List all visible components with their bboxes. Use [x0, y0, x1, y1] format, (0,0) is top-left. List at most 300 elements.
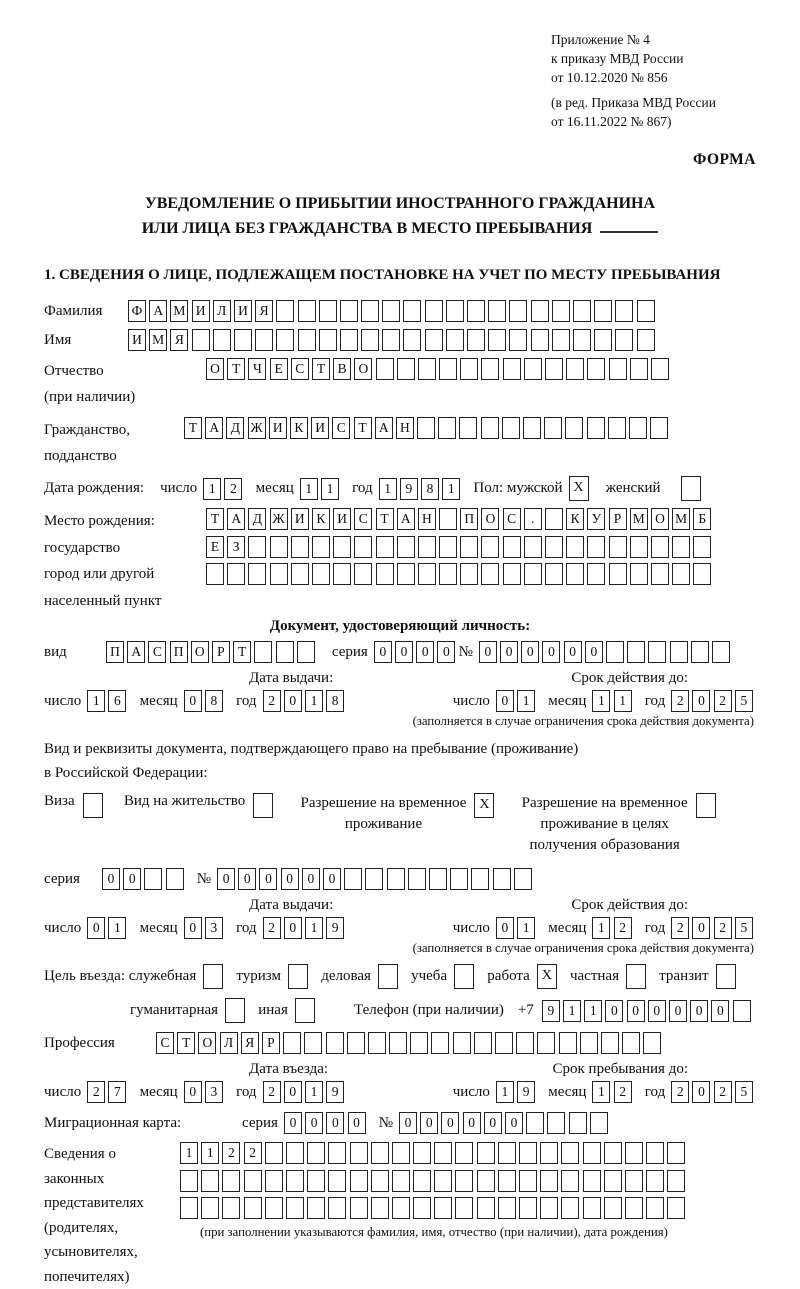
name-cell[interactable] [192, 329, 210, 351]
birth-place-cell[interactable] [545, 536, 563, 558]
patronymic-cell[interactable]: О [206, 358, 224, 380]
phone-cell[interactable]: 0 [669, 1000, 687, 1022]
phone-cell[interactable] [733, 1000, 751, 1022]
name-cell[interactable] [488, 329, 506, 351]
representative-cell[interactable] [222, 1170, 240, 1192]
representative-cell[interactable] [413, 1170, 431, 1192]
permit-valid-day-cell[interactable]: 0 [496, 917, 514, 939]
citizenship-cell[interactable] [650, 417, 668, 439]
mig-seriya-cell[interactable]: 0 [326, 1112, 344, 1134]
permit-valid-year-cell[interactable]: 2 [671, 917, 689, 939]
representative-cell[interactable] [286, 1197, 304, 1219]
representative-cell[interactable] [350, 1142, 368, 1164]
patronymic-cell[interactable]: С [291, 358, 309, 380]
birth-place-cell[interactable] [227, 563, 245, 585]
birth-place-cell[interactable]: Т [376, 508, 394, 530]
surname-cell[interactable]: А [149, 300, 167, 322]
birth-place-cell[interactable] [376, 563, 394, 585]
citizenship-cell[interactable]: С [332, 417, 350, 439]
doc-number-cell[interactable]: 0 [479, 641, 497, 663]
stay-month-cell[interactable]: 2 [614, 1081, 632, 1103]
profession-cell[interactable] [304, 1032, 322, 1054]
doc-type-cell[interactable]: Т [233, 641, 251, 663]
mig-number-cell[interactable] [590, 1112, 608, 1134]
birth-place-cell[interactable] [312, 536, 330, 558]
doc-number-cell[interactable]: 0 [500, 641, 518, 663]
phone-cell[interactable]: 1 [563, 1000, 581, 1022]
birth-place-cell[interactable]: Т [206, 508, 224, 530]
name-cell[interactable] [298, 329, 316, 351]
permit-issue-day-cell[interactable]: 1 [108, 917, 126, 939]
surname-cell[interactable]: Ф [128, 300, 146, 322]
birth-place-cell[interactable] [481, 536, 499, 558]
representative-cell[interactable]: 2 [222, 1142, 240, 1164]
birth-place-cell[interactable] [206, 563, 224, 585]
birth-place-cell[interactable] [354, 536, 372, 558]
birth-place-cell[interactable] [333, 563, 351, 585]
patronymic-cell[interactable] [460, 358, 478, 380]
doc-number-cell[interactable] [648, 641, 666, 663]
representative-cell[interactable] [413, 1197, 431, 1219]
stay-year-cell[interactable]: 2 [671, 1081, 689, 1103]
mig-number-cell[interactable] [547, 1112, 565, 1134]
temp-residence-edu-cell[interactable] [696, 793, 716, 818]
profession-cell[interactable] [622, 1032, 640, 1054]
doc-type-cell[interactable]: Р [212, 641, 230, 663]
birth-place-cell[interactable] [397, 563, 415, 585]
representative-cell[interactable] [286, 1142, 304, 1164]
permit-issue-month-cell[interactable]: 3 [205, 917, 223, 939]
birth-place-cell[interactable] [291, 563, 309, 585]
birth-place-cell[interactable] [397, 536, 415, 558]
name-cell[interactable] [467, 329, 485, 351]
doc-type-cell[interactable]: А [127, 641, 145, 663]
profession-cell[interactable]: С [156, 1032, 174, 1054]
patronymic-cell[interactable] [481, 358, 499, 380]
birth-place-cell[interactable]: . [524, 508, 542, 530]
doc-number-cell[interactable] [691, 641, 709, 663]
permit-number-cell[interactable] [387, 868, 405, 890]
permit-number-cell[interactable] [408, 868, 426, 890]
permit-number-cell[interactable] [493, 868, 511, 890]
name-cell[interactable] [425, 329, 443, 351]
name-cell[interactable] [361, 329, 379, 351]
purpose-private-cell[interactable] [626, 964, 646, 989]
entry-year-cell[interactable]: 1 [305, 1081, 323, 1103]
phone-cell[interactable]: 1 [584, 1000, 602, 1022]
birth-place-cell[interactable] [439, 508, 457, 530]
profession-cell[interactable] [389, 1032, 407, 1054]
stay-month-cell[interactable]: 1 [592, 1081, 610, 1103]
birth-place-cell[interactable] [354, 563, 372, 585]
name-cell[interactable] [382, 329, 400, 351]
profession-cell[interactable] [431, 1032, 449, 1054]
representative-cell[interactable] [434, 1197, 452, 1219]
permit-number-cell[interactable]: 0 [302, 868, 320, 890]
birth-place-cell[interactable] [630, 563, 648, 585]
birth-place-cell[interactable]: А [397, 508, 415, 530]
citizenship-cell[interactable] [587, 417, 605, 439]
birth-place-cell[interactable] [693, 536, 711, 558]
doc-issue-year-cell[interactable]: 2 [263, 690, 281, 712]
doc-issue-year-cell[interactable]: 1 [305, 690, 323, 712]
birth-place-cell[interactable] [524, 536, 542, 558]
patronymic-cell[interactable]: Е [270, 358, 288, 380]
patronymic-cell[interactable] [609, 358, 627, 380]
representative-cell[interactable] [646, 1170, 664, 1192]
surname-cell[interactable]: И [234, 300, 252, 322]
permit-issue-year-cell[interactable]: 1 [305, 917, 323, 939]
citizenship-cell[interactable] [438, 417, 456, 439]
citizenship-cell[interactable] [544, 417, 562, 439]
birth-place-cell[interactable]: Ж [270, 508, 288, 530]
representative-cell[interactable] [646, 1142, 664, 1164]
representative-cell[interactable] [540, 1197, 558, 1219]
birth-day-cell[interactable]: 1 [203, 478, 221, 500]
profession-cell[interactable] [537, 1032, 555, 1054]
birth-place-cell[interactable] [524, 563, 542, 585]
representative-cell[interactable] [498, 1197, 516, 1219]
birth-place-cell[interactable] [630, 536, 648, 558]
representative-cell[interactable] [307, 1170, 325, 1192]
representative-cell[interactable] [604, 1142, 622, 1164]
citizenship-cell[interactable] [502, 417, 520, 439]
representative-cell[interactable] [244, 1170, 262, 1192]
representative-cell[interactable] [265, 1142, 283, 1164]
birth-place-cell[interactable] [312, 563, 330, 585]
stay-year-cell[interactable]: 2 [714, 1081, 732, 1103]
birth-place-cell[interactable] [609, 563, 627, 585]
profession-cell[interactable] [326, 1032, 344, 1054]
birth-place-cell[interactable] [418, 563, 436, 585]
representative-cell[interactable] [540, 1142, 558, 1164]
birth-place-cell[interactable]: О [651, 508, 669, 530]
permit-number-cell[interactable]: 0 [238, 868, 256, 890]
surname-cell[interactable] [425, 300, 443, 322]
birth-place-cell[interactable] [651, 563, 669, 585]
representative-cell[interactable] [667, 1170, 685, 1192]
representative-cell[interactable] [519, 1142, 537, 1164]
permit-valid-year-cell[interactable]: 2 [714, 917, 732, 939]
birth-place-cell[interactable]: К [566, 508, 584, 530]
representative-cell[interactable] [307, 1142, 325, 1164]
birth-place-cell[interactable]: О [481, 508, 499, 530]
representative-cell[interactable] [265, 1197, 283, 1219]
representative-cell[interactable] [455, 1170, 473, 1192]
citizenship-cell[interactable]: Н [396, 417, 414, 439]
patronymic-cell[interactable] [545, 358, 563, 380]
patronymic-cell[interactable] [376, 358, 394, 380]
citizenship-cell[interactable] [459, 417, 477, 439]
citizenship-cell[interactable]: А [205, 417, 223, 439]
profession-cell[interactable] [453, 1032, 471, 1054]
profession-cell[interactable] [643, 1032, 661, 1054]
birth-place-cell[interactable]: Б [693, 508, 711, 530]
patronymic-cell[interactable]: Т [312, 358, 330, 380]
birth-place-cell[interactable]: С [503, 508, 521, 530]
surname-cell[interactable] [382, 300, 400, 322]
representative-cell[interactable] [392, 1170, 410, 1192]
mig-seriya-cell[interactable]: 0 [348, 1112, 366, 1134]
phone-cell[interactable]: 0 [711, 1000, 729, 1022]
purpose-other-cell[interactable] [295, 998, 315, 1023]
birth-place-cell[interactable] [503, 563, 521, 585]
mig-number-cell[interactable] [569, 1112, 587, 1134]
name-cell[interactable] [213, 329, 231, 351]
representative-cell[interactable] [307, 1197, 325, 1219]
permit-valid-year-cell[interactable]: 5 [735, 917, 753, 939]
permit-seriya-cell[interactable]: 0 [123, 868, 141, 890]
representative-cell[interactable] [244, 1197, 262, 1219]
patronymic-cell[interactable] [566, 358, 584, 380]
citizenship-cell[interactable] [608, 417, 626, 439]
surname-cell[interactable] [319, 300, 337, 322]
doc-number-cell[interactable] [627, 641, 645, 663]
profession-cell[interactable] [474, 1032, 492, 1054]
name-cell[interactable] [319, 329, 337, 351]
representative-cell[interactable] [350, 1170, 368, 1192]
patronymic-cell[interactable] [418, 358, 436, 380]
permit-valid-day-cell[interactable]: 1 [517, 917, 535, 939]
representative-cell[interactable] [667, 1197, 685, 1219]
representative-cell[interactable] [434, 1170, 452, 1192]
name-cell[interactable]: И [128, 329, 146, 351]
birth-place-cell[interactable]: И [291, 508, 309, 530]
residence-permit-cell[interactable] [253, 793, 273, 818]
permit-issue-year-cell[interactable]: 2 [263, 917, 281, 939]
mig-number-cell[interactable]: 0 [420, 1112, 438, 1134]
profession-cell[interactable] [283, 1032, 301, 1054]
birth-year-cell[interactable]: 1 [379, 478, 397, 500]
surname-cell[interactable] [637, 300, 655, 322]
birth-place-cell[interactable] [333, 536, 351, 558]
birth-place-cell[interactable] [270, 563, 288, 585]
representative-cell[interactable] [604, 1170, 622, 1192]
representative-cell[interactable] [604, 1197, 622, 1219]
birth-place-cell[interactable]: Е [206, 536, 224, 558]
surname-cell[interactable] [594, 300, 612, 322]
surname-cell[interactable] [361, 300, 379, 322]
birth-place-cell[interactable]: М [630, 508, 648, 530]
doc-number-cell[interactable] [606, 641, 624, 663]
birth-place-cell[interactable]: Р [609, 508, 627, 530]
permit-valid-month-cell[interactable]: 2 [614, 917, 632, 939]
surname-cell[interactable] [488, 300, 506, 322]
representative-cell[interactable] [477, 1170, 495, 1192]
birth-place-cell[interactable]: М [672, 508, 690, 530]
surname-cell[interactable] [552, 300, 570, 322]
entry-month-cell[interactable]: 0 [184, 1081, 202, 1103]
patronymic-cell[interactable] [651, 358, 669, 380]
birth-month-cell[interactable]: 1 [300, 478, 318, 500]
doc-valid-year-cell[interactable]: 2 [714, 690, 732, 712]
surname-cell[interactable] [531, 300, 549, 322]
visa-cell[interactable] [83, 793, 103, 818]
patronymic-cell[interactable]: В [333, 358, 351, 380]
representative-cell[interactable] [265, 1170, 283, 1192]
patronymic-cell[interactable] [524, 358, 542, 380]
doc-valid-day-cell[interactable]: 0 [496, 690, 514, 712]
permit-valid-month-cell[interactable]: 1 [592, 917, 610, 939]
name-cell[interactable] [637, 329, 655, 351]
doc-issue-day-cell[interactable]: 6 [108, 690, 126, 712]
profession-cell[interactable] [601, 1032, 619, 1054]
permit-number-cell[interactable]: 0 [281, 868, 299, 890]
birth-place-cell[interactable] [609, 536, 627, 558]
patronymic-cell[interactable] [439, 358, 457, 380]
representative-cell[interactable] [498, 1170, 516, 1192]
representative-cell[interactable] [350, 1197, 368, 1219]
permit-number-cell[interactable] [344, 868, 362, 890]
representative-cell[interactable] [392, 1142, 410, 1164]
birth-day-cell[interactable]: 2 [224, 478, 242, 500]
name-cell[interactable]: Я [170, 329, 188, 351]
representative-cell[interactable] [667, 1142, 685, 1164]
phone-cell[interactable]: 0 [605, 1000, 623, 1022]
profession-cell[interactable] [347, 1032, 365, 1054]
entry-year-cell[interactable]: 0 [284, 1081, 302, 1103]
permit-issue-year-cell[interactable]: 0 [284, 917, 302, 939]
doc-seriya-cell[interactable]: 0 [374, 641, 392, 663]
representative-cell[interactable] [625, 1142, 643, 1164]
purpose-transit-cell[interactable] [716, 964, 736, 989]
citizenship-cell[interactable]: И [269, 417, 287, 439]
birth-place-cell[interactable] [672, 563, 690, 585]
representative-cell[interactable] [561, 1170, 579, 1192]
doc-number-cell[interactable] [670, 641, 688, 663]
doc-valid-month-cell[interactable]: 1 [592, 690, 610, 712]
entry-year-cell[interactable]: 2 [263, 1081, 281, 1103]
phone-cell[interactable]: 0 [627, 1000, 645, 1022]
birth-place-cell[interactable] [545, 508, 563, 530]
mig-number-cell[interactable]: 0 [484, 1112, 502, 1134]
mig-number-cell[interactable]: 0 [463, 1112, 481, 1134]
birth-place-cell[interactable] [248, 536, 266, 558]
representative-cell[interactable] [371, 1142, 389, 1164]
birth-place-cell[interactable] [503, 536, 521, 558]
representative-cell[interactable] [413, 1142, 431, 1164]
birth-place-cell[interactable]: Д [248, 508, 266, 530]
doc-issue-year-cell[interactable]: 0 [284, 690, 302, 712]
doc-number-cell[interactable]: 0 [521, 641, 539, 663]
patronymic-cell[interactable]: Ч [248, 358, 266, 380]
representative-cell[interactable] [583, 1142, 601, 1164]
permit-number-cell[interactable]: 0 [217, 868, 235, 890]
doc-type-cell[interactable]: П [106, 641, 124, 663]
representative-cell[interactable] [201, 1170, 219, 1192]
patronymic-cell[interactable]: О [354, 358, 372, 380]
patronymic-cell[interactable] [503, 358, 521, 380]
birth-place-cell[interactable]: К [312, 508, 330, 530]
representative-cell[interactable] [477, 1197, 495, 1219]
citizenship-cell[interactable]: К [290, 417, 308, 439]
citizenship-cell[interactable]: Ж [248, 417, 266, 439]
birth-place-cell[interactable] [376, 536, 394, 558]
purpose-humanitarian-cell[interactable] [225, 998, 245, 1023]
citizenship-cell[interactable] [629, 417, 647, 439]
representative-cell[interactable]: 2 [244, 1142, 262, 1164]
stay-day-cell[interactable]: 1 [496, 1081, 514, 1103]
doc-type-cell[interactable] [297, 641, 315, 663]
profession-cell[interactable] [580, 1032, 598, 1054]
representative-cell[interactable] [519, 1170, 537, 1192]
representative-cell[interactable] [222, 1197, 240, 1219]
representative-cell[interactable] [180, 1197, 198, 1219]
doc-type-cell[interactable]: О [191, 641, 209, 663]
name-cell[interactable] [509, 329, 527, 351]
name-cell[interactable] [276, 329, 294, 351]
birth-place-cell[interactable] [460, 536, 478, 558]
name-cell[interactable] [594, 329, 612, 351]
surname-cell[interactable] [340, 300, 358, 322]
doc-valid-year-cell[interactable]: 2 [671, 690, 689, 712]
doc-number-cell[interactable] [712, 641, 730, 663]
birth-place-cell[interactable]: П [460, 508, 478, 530]
name-cell[interactable]: М [149, 329, 167, 351]
doc-number-cell[interactable]: 0 [585, 641, 603, 663]
doc-issue-year-cell[interactable]: 8 [326, 690, 344, 712]
birth-place-cell[interactable] [566, 563, 584, 585]
permit-issue-month-cell[interactable]: 0 [184, 917, 202, 939]
profession-cell[interactable]: Т [177, 1032, 195, 1054]
citizenship-cell[interactable]: Т [354, 417, 372, 439]
doc-type-cell[interactable] [276, 641, 294, 663]
permit-seriya-cell[interactable] [166, 868, 184, 890]
surname-cell[interactable] [298, 300, 316, 322]
purpose-work-cell[interactable]: X [537, 964, 557, 989]
permit-number-cell[interactable]: 0 [323, 868, 341, 890]
representative-cell[interactable]: 1 [201, 1142, 219, 1164]
patronymic-cell[interactable] [630, 358, 648, 380]
citizenship-cell[interactable] [523, 417, 541, 439]
entry-year-cell[interactable]: 9 [326, 1081, 344, 1103]
permit-seriya-cell[interactable]: 0 [102, 868, 120, 890]
representative-cell[interactable] [519, 1197, 537, 1219]
birth-place-cell[interactable] [587, 563, 605, 585]
surname-cell[interactable] [276, 300, 294, 322]
doc-valid-month-cell[interactable]: 1 [614, 690, 632, 712]
doc-valid-year-cell[interactable]: 0 [692, 690, 710, 712]
name-cell[interactable] [234, 329, 252, 351]
birth-month-cell[interactable]: 1 [321, 478, 339, 500]
stay-year-cell[interactable]: 0 [692, 1081, 710, 1103]
surname-cell[interactable]: И [192, 300, 210, 322]
citizenship-cell[interactable] [417, 417, 435, 439]
birth-place-cell[interactable]: И [333, 508, 351, 530]
name-cell[interactable] [446, 329, 464, 351]
representative-cell[interactable] [201, 1197, 219, 1219]
profession-cell[interactable] [559, 1032, 577, 1054]
birth-place-cell[interactable] [439, 536, 457, 558]
surname-cell[interactable] [615, 300, 633, 322]
representative-cell[interactable] [625, 1170, 643, 1192]
citizenship-cell[interactable] [481, 417, 499, 439]
surname-cell[interactable] [467, 300, 485, 322]
representative-cell[interactable] [434, 1142, 452, 1164]
birth-place-cell[interactable] [291, 536, 309, 558]
doc-seriya-cell[interactable]: 0 [437, 641, 455, 663]
birth-place-cell[interactable]: З [227, 536, 245, 558]
sex-male-cell[interactable]: X [569, 476, 589, 501]
birth-place-cell[interactable] [270, 536, 288, 558]
sex-female-cell[interactable] [681, 476, 701, 501]
birth-year-cell[interactable]: 9 [400, 478, 418, 500]
birth-place-cell[interactable] [481, 563, 499, 585]
permit-number-cell[interactable] [471, 868, 489, 890]
representative-cell[interactable] [583, 1170, 601, 1192]
name-cell[interactable] [615, 329, 633, 351]
representative-cell[interactable] [328, 1197, 346, 1219]
